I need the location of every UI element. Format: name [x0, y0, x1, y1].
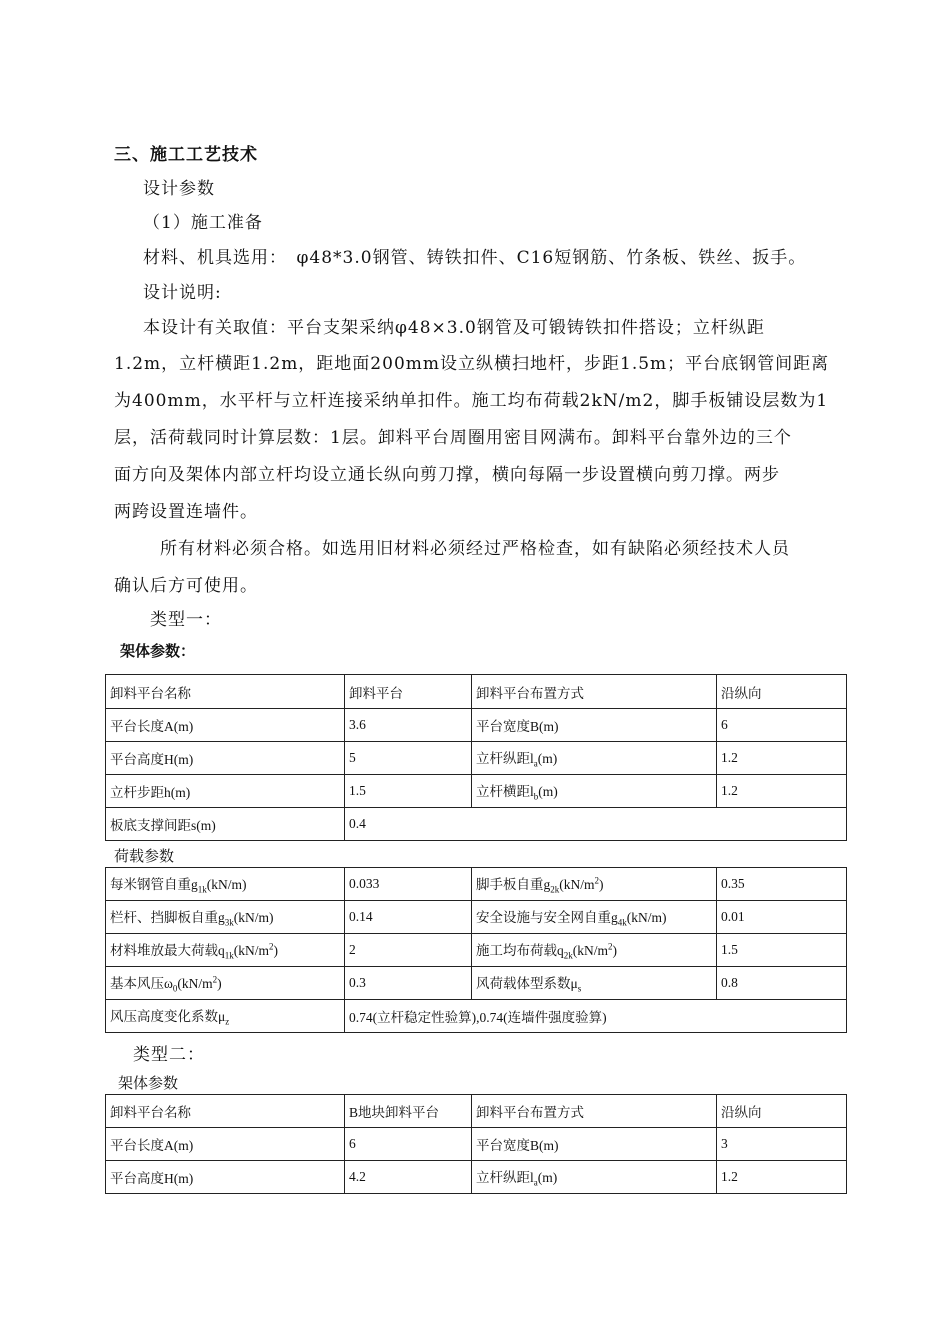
table-cell: 脚手板自重$g_{2k}(kN/m^2)$ — [472, 868, 717, 901]
table-cell: 6 — [717, 709, 847, 742]
table-row — [106, 808, 847, 841]
paragraph-line: 两跨设置连墙件。 — [114, 502, 258, 522]
table-cell: 材料堆放最大荷载$q_{1k}(kN/m^2)$ — [106, 934, 345, 967]
table-cell: 安全设施与安全网自重$g_{4k}(kN/m)$ — [472, 901, 717, 934]
table-cell: 风荷载体型系数$\mu_s$ — [472, 967, 717, 1000]
table-cell: 沿纵向 — [717, 675, 847, 709]
load-params-label: 荷载参数 — [114, 849, 175, 865]
table-cell: 0.35 — [717, 868, 847, 901]
paragraph-line: 为400mm，水平杆与立杆连接采纳单扣件。施工均布荷载2kN/m2，脚手板铺设层数为1 — [114, 391, 829, 411]
table-row — [106, 1128, 847, 1161]
table-cell: 1.5 — [717, 934, 847, 967]
table-cell: 板底支撑间距s(m) — [106, 808, 345, 841]
table-row — [106, 1161, 847, 1194]
table-cell: 立杆纵距$l_a(m)$ — [472, 742, 717, 775]
table-cell: 1.2 — [717, 775, 847, 808]
table-cell: 风压高度变化系数$\mu_z$ — [106, 1000, 345, 1033]
table-cell: 平台长度A(m) — [106, 1128, 345, 1161]
table-row — [106, 868, 847, 901]
design-note-title: 设计说明: — [143, 283, 222, 303]
frame-params-label-2: 架体参数 — [118, 1076, 179, 1092]
section-heading: 三、施工工艺技术 — [114, 145, 258, 165]
table-cell: 5 — [345, 742, 472, 775]
table-cell: 1.2 — [717, 742, 847, 775]
table-row — [106, 675, 847, 709]
table-cell: 1.2 — [717, 1161, 847, 1194]
table-cell: 卸料平台布置方式 — [472, 675, 717, 709]
table-cell: 每米钢管自重$g_{1k}(kN/m)$ — [106, 868, 345, 901]
table-cell: 立杆步距h(m) — [106, 775, 345, 808]
table-cell: 0.4 — [345, 808, 847, 841]
paragraph-line: 层，活荷载同时计算层数：1层。卸料平台周圈用密目网满布。卸料平台靠外边的三个 — [114, 428, 792, 448]
load-params-table — [105, 867, 847, 1033]
table-row — [106, 901, 847, 934]
table-cell: B地块卸料平台 — [345, 1095, 472, 1128]
frame-params-table-2 — [105, 1094, 847, 1194]
paragraph-line: 本设计有关取值：平台支架采纳φ48×3.0钢管及可锻铸铁扣件搭设；立杆纵距 — [143, 318, 765, 338]
table-cell: 2 — [345, 934, 472, 967]
table-cell: 施工均布荷载$q_{2k}(kN/m^2)$ — [472, 934, 717, 967]
table-row — [106, 709, 847, 742]
table-cell: 卸料平台名称 — [106, 675, 345, 709]
table-row — [106, 1000, 847, 1033]
table-cell: 卸料平台 — [345, 675, 472, 709]
table-cell: 1.5 — [345, 775, 472, 808]
paragraph-line: 面方向及架体内部立杆均设立通长纵向剪刀撑，横向每隔一步设置横向剪刀撑。两步 — [114, 465, 780, 485]
table-row — [106, 967, 847, 1000]
paragraph-line: 所有材料必须合格。如选用旧材料必须经过严格检查，如有缺陷必须经技术人员 — [160, 539, 790, 559]
table-cell: 平台高度H(m) — [106, 742, 345, 775]
type2-label: 类型二： — [133, 1045, 205, 1065]
table-cell: 栏杆、挡脚板自重$g_{3k}(kN/m)$ — [106, 901, 345, 934]
table-cell: 卸料平台名称 — [106, 1095, 345, 1128]
table-row — [106, 934, 847, 967]
type1-label: 类型一： — [150, 610, 222, 630]
table-row — [106, 775, 847, 808]
frame-params-label: 架体参数： — [120, 644, 196, 660]
table-row — [106, 742, 847, 775]
table-cell: 3 — [717, 1128, 847, 1161]
table-cell: 4.2 — [345, 1161, 472, 1194]
paragraph-line: 确认后方可使用。 — [114, 576, 258, 596]
table-cell: 3.6 — [345, 709, 472, 742]
table-cell: 0.3 — [345, 967, 472, 1000]
table-row — [106, 1095, 847, 1128]
table-cell: 0.033 — [345, 868, 472, 901]
table-cell: 立杆纵距$l_a(m)$ — [472, 1161, 717, 1194]
paragraph-line: 1.2m，立杆横距1.2m，距地面200mm设立纵横扫地杆，步距1.5m；平台底钢管间距离 — [114, 354, 830, 374]
table-cell: 0.01 — [717, 901, 847, 934]
table-cell: 0.8 — [717, 967, 847, 1000]
table-cell: 0.74(立杆稳定性验算),0.74(连墙件强度验算) — [345, 1000, 847, 1033]
design-params-label: 设计参数 — [143, 179, 215, 199]
materials-line: 材料、机具选用： φ48*3.0钢管、铸铁扣件、C16短钢筋、竹条板、铁丝、扳手。 — [143, 248, 807, 268]
frame-params-table-1 — [105, 674, 847, 841]
prep-title: （1）施工准备 — [143, 213, 263, 233]
table-cell: 6 — [345, 1128, 472, 1161]
table-cell: 沿纵向 — [717, 1095, 847, 1128]
table-cell: 0.14 — [345, 901, 472, 934]
table-cell: 平台长度A(m) — [106, 709, 345, 742]
table-cell: 卸料平台布置方式 — [472, 1095, 717, 1128]
table-cell: 立杆横距$l_b(m)$ — [472, 775, 717, 808]
table-cell: 平台宽度B(m) — [472, 1128, 717, 1161]
table-cell: 平台宽度B(m) — [472, 709, 717, 742]
table-cell: 基本风压$\omega_0(kN/m^2)$ — [106, 967, 345, 1000]
table-cell: 平台高度H(m) — [106, 1161, 345, 1194]
